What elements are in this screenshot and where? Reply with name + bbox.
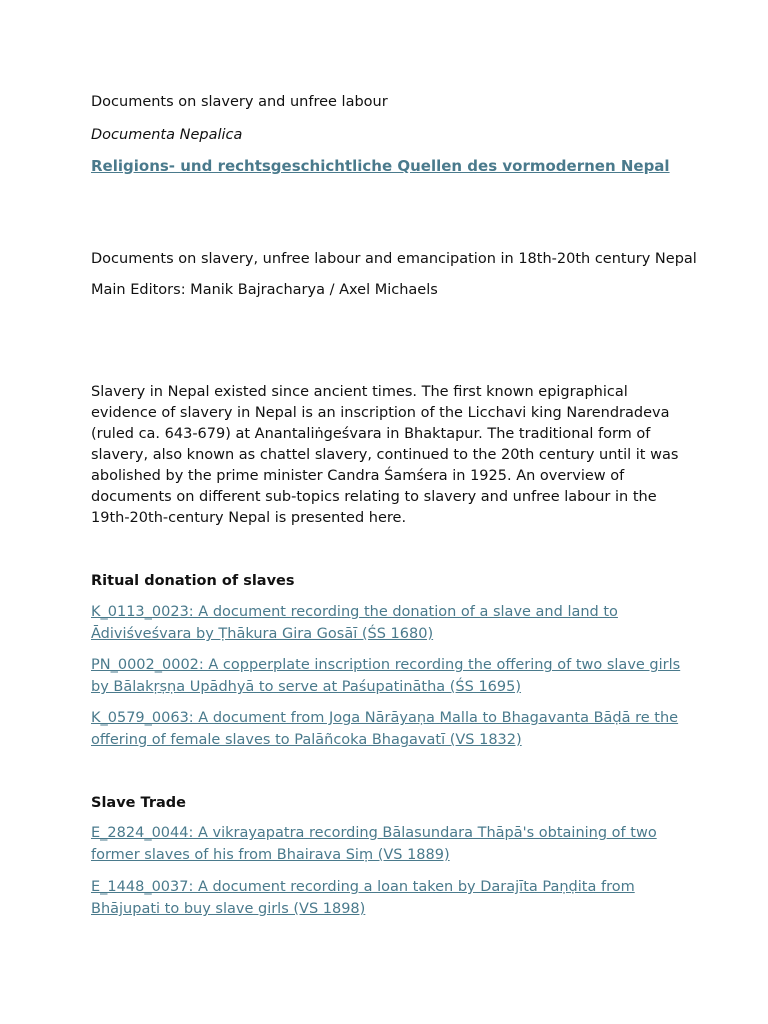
document-link[interactable]: PN_0002_0002: A copperplate inscription recording the offering of two slave girls by Bālakṛṣṇa Upādhyā to serve at Paśupatinātha (ŚS 1695) — [91, 657, 681, 695]
document-subtitle: Documents on slavery, unfree labour and emancipation in 18th-20th century Nepal — [91, 251, 697, 267]
intro-paragraph: Slavery in Nepal existed since ancient times. The first known epigraphical evidence of slavery in Nepal is an inscription of the Licchavi king Narendradeva (ruled ca. 643-679) at Anantaliṅgeśvara in Bhaktapur. The traditional form of slavery, also known as chattel slavery, continued to the 20th century until it was abolished by the prime minister Candra Śamśera in 1925. An overview of documents on different sub-topics relating to slavery and unfree labour in the 19th-20th-century Nepal is presented here. — [91, 384, 679, 526]
document-link[interactable]: E_1448_0037: A document recording a loan taken by Darajīta Paṇḍita from Bhājupati to buy slave girls (VS 1898) — [91, 879, 635, 917]
document-link[interactable]: K_0113_0023: A document recording the donation of a slave and land to Ādiviśveśvara by Ṭhākura Gira Gosāī (ŚS 1680) — [91, 604, 618, 642]
document-link[interactable]: K_0579_0063: A document from Joga Nārāyaṇa Malla to Bhagavanta Bāḍā re the offering of female slaves to Palāñcoka Bhagavatī (VS 1832) — [91, 710, 679, 748]
project-link[interactable]: Religions- und rechtsgeschichtliche Quellen des vormodernen Nepal — [91, 157, 670, 175]
editors-line: Main Editors: Manik Bajracharya / Axel Michaels — [91, 282, 438, 298]
section-heading-ritual-donation: Ritual donation of slaves — [91, 573, 295, 589]
section-heading-slave-trade: Slave Trade — [91, 795, 186, 811]
document-link[interactable]: E_2824_0044: A vikrayapatra recording Bālasundara Thāpā's obtaining of two former slaves of his from Bhairava Siṃ (VS 1889) — [91, 825, 657, 863]
collection-title: Documents on slavery and unfree labour — [91, 94, 388, 110]
series-title: Documenta Nepalica — [91, 127, 243, 143]
